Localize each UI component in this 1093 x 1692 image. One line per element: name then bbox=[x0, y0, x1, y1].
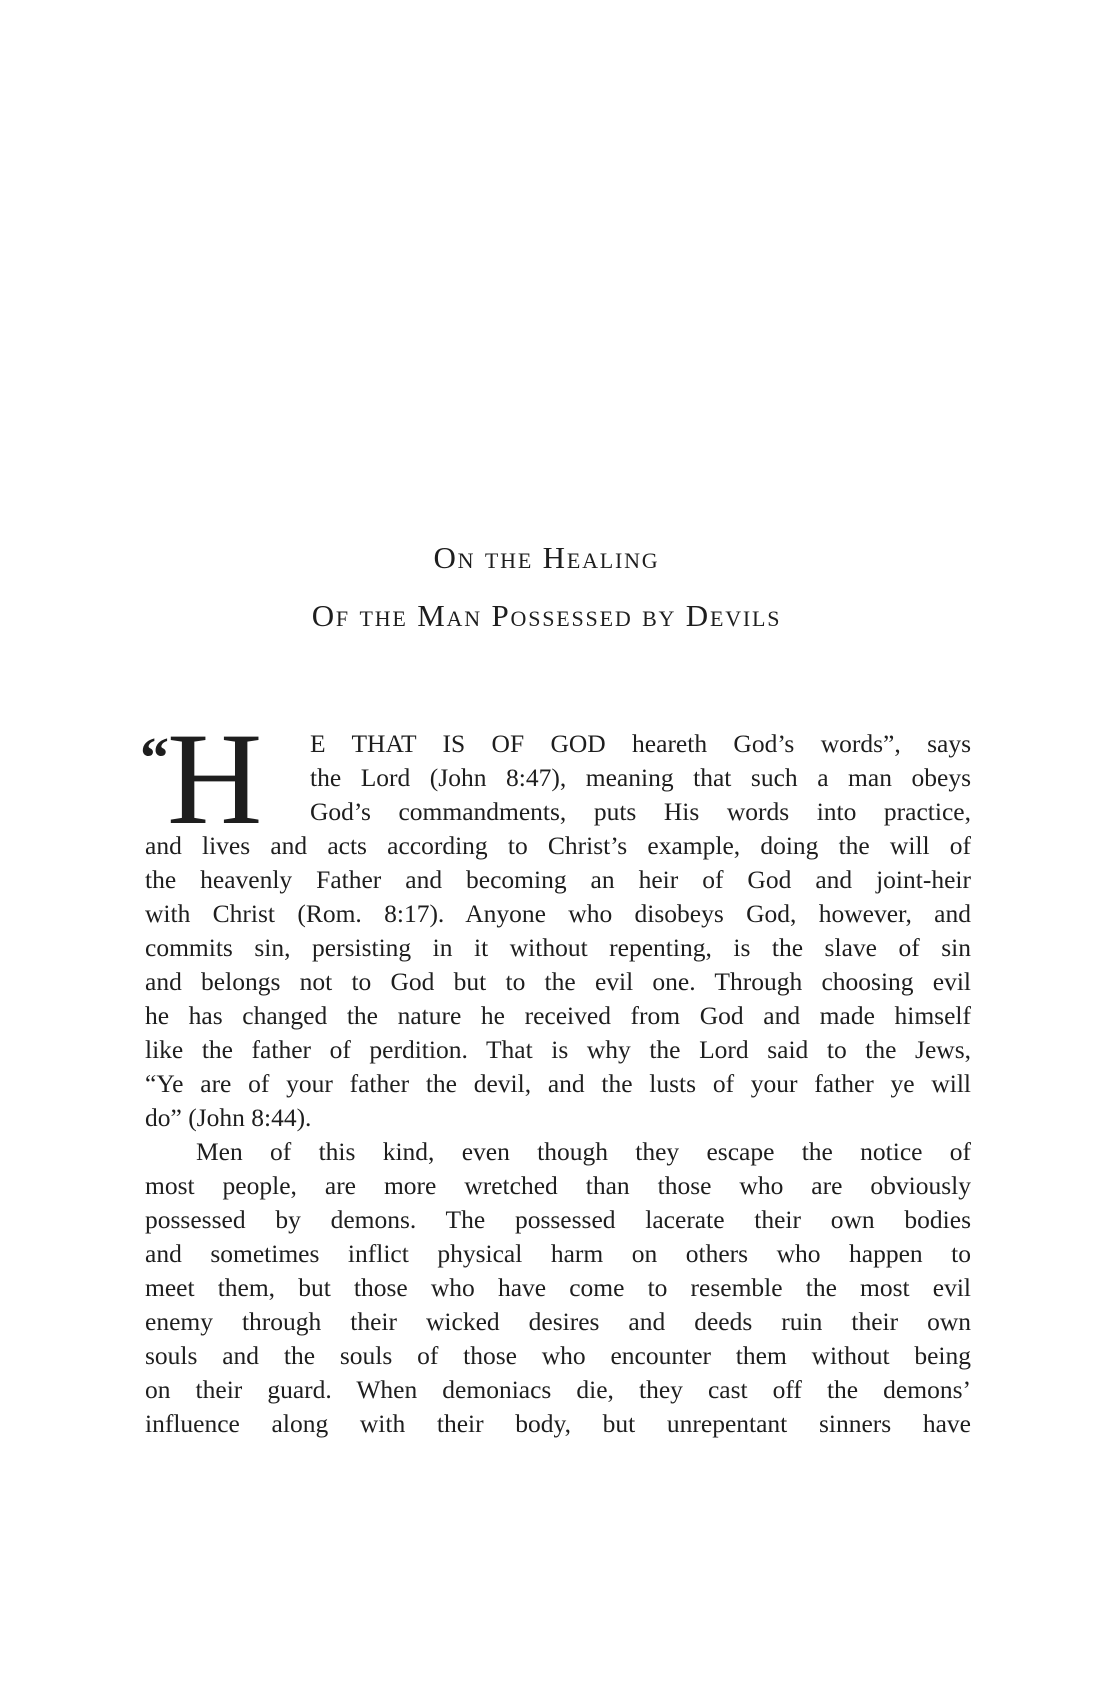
body-line: on their guard. When demoniacs die, they cast off the demons’ bbox=[145, 1375, 971, 1404]
body-line: with Christ (Rom. 8:17). Anyone who disobeys God, however, and bbox=[145, 899, 971, 928]
drop-cap bbox=[140, 705, 263, 852]
body-line: commits sin, persisting in it without repenting, is the slave of sin bbox=[145, 933, 971, 962]
body-line: Men of this kind, even though they escape the notice of bbox=[196, 1137, 971, 1166]
body-line: the heavenly Father and becoming an heir of God and joint-heir bbox=[145, 865, 971, 894]
body-line: enemy through their wicked desires and deeds ruin their own bbox=[145, 1307, 971, 1336]
body-line: and belongs not to God but to the evil one. Through choosing evil bbox=[145, 967, 971, 996]
body-line: most people, are more wretched than those who are obviously bbox=[145, 1171, 971, 1200]
body-line: souls and the souls of those who encounter them without being bbox=[145, 1341, 971, 1370]
body-line: do” (John 8:44). bbox=[145, 1103, 312, 1132]
drop-cap-letter: H bbox=[167, 705, 263, 852]
chapter-title-line-2: Of the Man Possessed by Devils bbox=[311, 598, 782, 633]
body-line: possessed by demons. The possessed lacerate their own bodies bbox=[145, 1205, 971, 1234]
chapter-title-line-1: On the Healing bbox=[433, 540, 660, 575]
body-line: he has changed the nature he received from God and made himself bbox=[145, 1001, 971, 1030]
body-line: and sometimes inflict physical harm on others who happen to bbox=[145, 1239, 971, 1268]
body-line: the Lord (John 8:47), meaning that such a man obeys bbox=[310, 763, 971, 792]
body-line: like the father of perdition. That is why the Lord said to the Jews, bbox=[145, 1035, 971, 1064]
body-line: and lives and acts according to Christ’s example, doing the will of bbox=[145, 831, 971, 860]
body-line: God’s commandments, puts His words into practice, bbox=[310, 797, 971, 826]
drop-cap-quote: “ bbox=[140, 725, 167, 790]
body-line: “Ye are of your father the devil, and the lusts of your father ye will bbox=[145, 1069, 971, 1098]
body-line: meet them, but those who have come to resemble the most evil bbox=[145, 1273, 971, 1302]
body-line: E THAT IS OF GOD heareth God’s words”, says bbox=[310, 729, 971, 758]
body-line: influence along with their body, but unrepentant sinners have bbox=[145, 1409, 971, 1438]
